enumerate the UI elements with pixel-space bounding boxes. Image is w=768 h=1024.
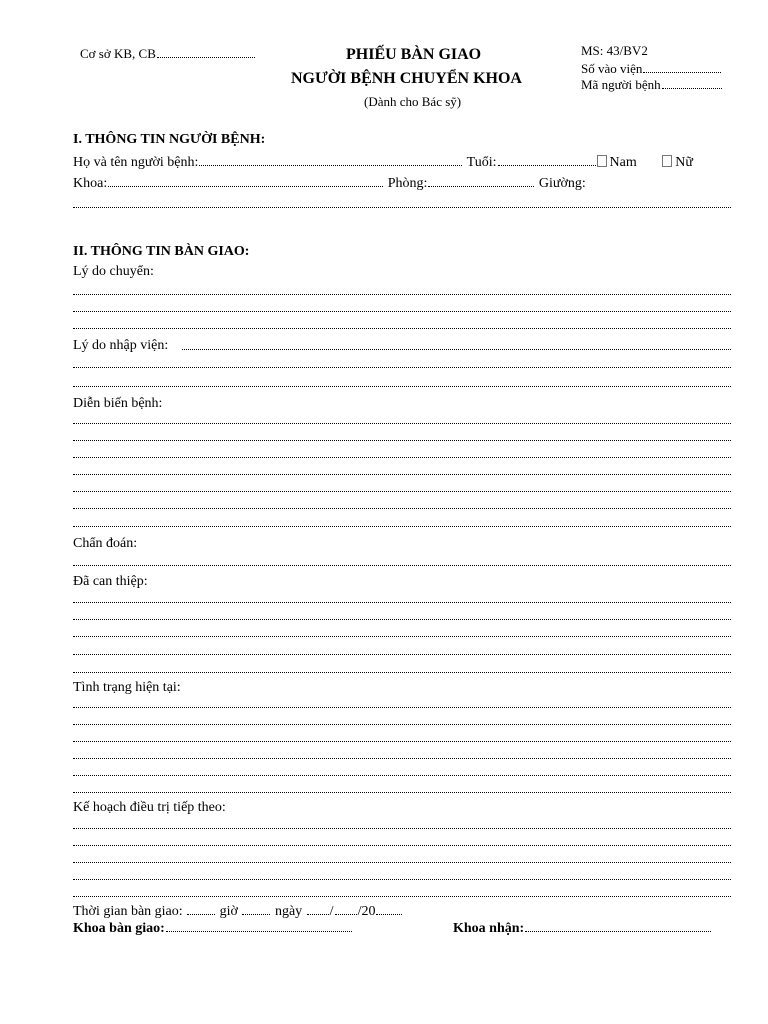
next-plan-line[interactable] (73, 879, 731, 880)
year-blank[interactable] (376, 914, 402, 915)
age-label: Tuổi: (466, 155, 497, 170)
current-status-line[interactable] (73, 792, 731, 793)
form-subtitle: (Dành cho Bác sỹ) (364, 94, 462, 109)
current-status-line[interactable] (73, 724, 731, 725)
receiving-dept-blank[interactable] (525, 931, 711, 932)
patient-name-label: Họ và tên người bệnh: (73, 155, 199, 170)
section1-heading: I. THÔNG TIN NGƯỜI BỆNH: (73, 132, 266, 147)
disease-progress-line[interactable] (73, 526, 731, 527)
diagnosis-label: Chẩn đoán: (73, 536, 138, 551)
next-plan-line[interactable] (73, 862, 731, 863)
interventions-label: Đã can thiệp: (73, 574, 148, 589)
handing-dept-field (73, 922, 353, 936)
disease-progress-line[interactable] (73, 508, 731, 509)
disease-progress-line[interactable] (73, 491, 731, 492)
form-title-line1: PHIẾU BÀN GIAO (346, 46, 482, 63)
interventions-line[interactable] (73, 619, 731, 620)
interventions-line[interactable] (73, 602, 731, 603)
current-status-line[interactable] (73, 707, 731, 708)
facility-blank[interactable] (157, 57, 255, 58)
disease-progress-line[interactable] (73, 474, 731, 475)
next-plan-line[interactable] (73, 828, 731, 829)
current-status-line[interactable] (73, 775, 731, 776)
facility-label: Cơ sở KB, CB (80, 46, 156, 61)
year-prefix: /20 (357, 904, 376, 919)
admission-number-blank[interactable] (643, 72, 721, 73)
form-code: MS: 43/BV2 (581, 43, 648, 58)
male-label: Nam (609, 155, 637, 170)
admission-reason-label: Lý do nhập viện: (73, 338, 169, 353)
minute-blank[interactable] (242, 914, 270, 915)
admission-reason-row (73, 339, 168, 353)
transfer-reason-line[interactable] (73, 294, 731, 295)
interventions-line[interactable] (73, 672, 731, 673)
month-blank[interactable] (335, 914, 357, 915)
patient-code-blank[interactable] (662, 88, 722, 89)
transfer-reason-label: Lý do chuyển: (73, 264, 154, 279)
disease-progress-line[interactable] (73, 457, 731, 458)
patient-name-blank[interactable] (199, 165, 462, 166)
admission-number-field[interactable] (581, 62, 722, 75)
form-title-line2: NGƯỜI BỆNH CHUYỂN KHOA (291, 70, 522, 87)
hour-label: giờ (219, 904, 238, 919)
facility-field[interactable] (80, 47, 256, 60)
female-label: Nữ (675, 155, 693, 170)
room-label: Phòng: (387, 176, 428, 191)
transfer-reason-line[interactable] (73, 311, 731, 312)
handover-time-label: Thời gian bàn giao: (73, 904, 183, 919)
date-label: ngày (274, 904, 303, 919)
female-checkbox[interactable] (662, 155, 672, 167)
department-label: Khoa: (73, 176, 108, 191)
disease-progress-line[interactable] (73, 423, 731, 424)
section2-heading: II. THÔNG TIN BÀN GIAO: (73, 244, 250, 259)
next-plan-line[interactable] (73, 845, 731, 846)
admission-reason-line[interactable] (182, 349, 731, 350)
room-blank[interactable] (428, 186, 534, 187)
admission-number-label: Số vào viện (581, 61, 643, 76)
patient-name-row (73, 155, 693, 170)
male-checkbox[interactable] (597, 155, 607, 167)
handover-time-row: Thời gian bàn giao: giờ ngày / /20 (73, 905, 403, 919)
patient-code-label: Mã người bệnh (581, 77, 661, 92)
current-status-line[interactable] (73, 741, 731, 742)
department-row (73, 177, 586, 191)
next-plan-line[interactable] (73, 896, 731, 897)
age-blank[interactable] (498, 165, 596, 166)
interventions-line[interactable] (73, 636, 731, 637)
admission-reason-line[interactable] (73, 367, 731, 368)
handing-dept-blank[interactable] (166, 931, 352, 932)
disease-progress-line[interactable] (73, 440, 731, 441)
current-status-line[interactable] (73, 758, 731, 759)
current-status-label: Tình trạng hiện tại: (73, 680, 181, 695)
receiving-dept-label: Khoa nhận: (453, 921, 525, 936)
receiving-dept-field (453, 922, 712, 936)
diagnosis-line[interactable] (73, 565, 731, 566)
handing-dept-label: Khoa bàn giao: (73, 921, 165, 936)
patient-code-field[interactable] (581, 78, 723, 91)
department-blank[interactable] (108, 186, 383, 187)
hour-blank[interactable] (187, 914, 215, 915)
admission-reason-line[interactable] (73, 386, 731, 387)
disease-progress-label: Diễn biến bệnh: (73, 396, 163, 411)
bed-label: Giường: (538, 176, 586, 191)
section1-extra-line[interactable] (73, 207, 731, 208)
transfer-reason-line[interactable] (73, 328, 731, 329)
day-blank[interactable] (307, 914, 329, 915)
next-plan-label: Kế hoạch điều trị tiếp theo: (73, 800, 226, 815)
interventions-line[interactable] (73, 654, 731, 655)
